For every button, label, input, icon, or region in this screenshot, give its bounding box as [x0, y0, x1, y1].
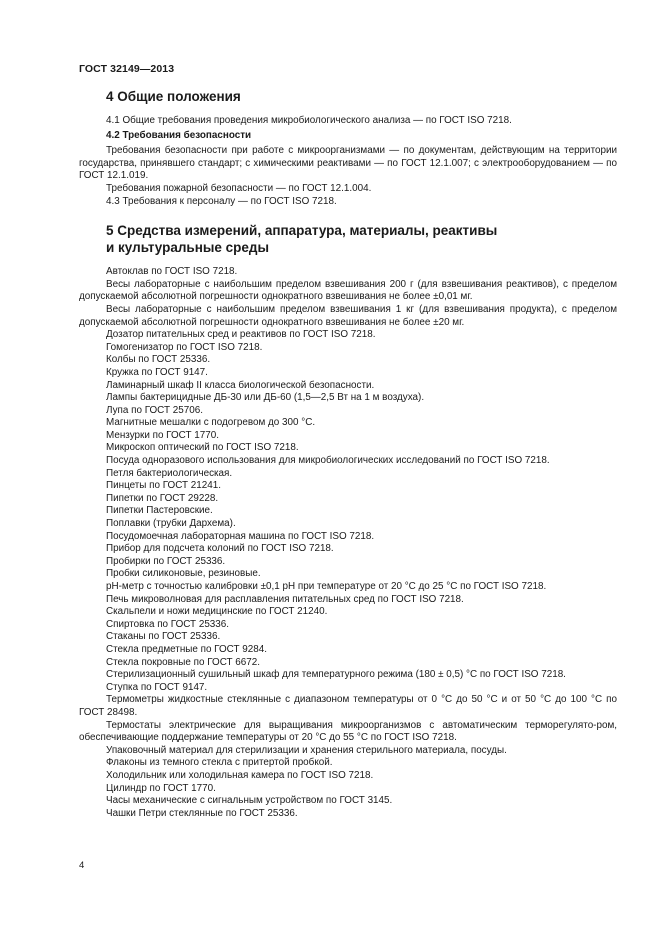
paragraph-4-2-text: Требования безопасности при работе с микроорганизмами — по документам, действующим на территории государства, принявшего стандарт; с химическими реактивами — по ГОСТ 12.1.007; с электрооборудованием — по ГОСТ 12.1.019.: [79, 145, 617, 182]
list-item: Посуда одноразового использования для микробиологических исследований по ГОСТ ISO 7218.: [106, 455, 550, 467]
section-5-title-line1: 5 Средства измерений, аппаратура, материалы, реактивы: [106, 223, 498, 239]
list-item: Мензурки по ГОСТ 1770.: [106, 429, 219, 441]
list-item: Лупа по ГОСТ 25706.: [106, 404, 203, 416]
paragraph-4-1: 4.1 Общие требования проведения микробиологического анализа — по ГОСТ ISO 7218.: [106, 115, 512, 126]
list-item: Прибор для подсчета колоний по ГОСТ ISO 7218.: [106, 543, 334, 555]
list-item: Чашки Петри стеклянные по ГОСТ 25336.: [106, 807, 298, 819]
scales-200g-item: Весы лабораторные с наибольшим пределом взвешивания 200 г (для взвешивания реактивов), с пределом допускаемой абсолютной погрешности однократного взвешивания не более ±0,01 мг.: [79, 278, 617, 303]
list-item: Кружка по ГОСТ 9147.: [106, 366, 208, 378]
list-item: рН-метр с точностью калибровки ±0,1 рН при температуре от 20 °С до 25 °С по ГОСТ ISO 7218.: [106, 581, 547, 592]
thermostats-item: Термостаты электрические для выращивания микроорганизмов с автоматическим терморегулято-ром, обеспечивающие поддержание температуры от 20 °С до 55 °С по ГОСТ ISO 7218.: [79, 719, 617, 744]
list-item: Стерилизационный сушильный шкаф для температурного режима (180 ± 0,5) °С по ГОСТ ISO 7218.: [106, 669, 566, 681]
equipment-list-b: [79, 745, 617, 821]
list-item: Упаковочный материал для стерилизации и хранения стерильного материала, посуды.: [106, 744, 507, 756]
page-number: 4: [79, 860, 85, 871]
list-item: Пробирки по ГОСТ 25336.: [106, 555, 226, 567]
list-item: Флаконы из темного стекла с притертой пробкой.: [106, 757, 333, 769]
list-item: Микроскоп оптический по ГОСТ ISO 7218.: [106, 442, 299, 454]
list-item: Пипетки Пастеровские.: [106, 505, 213, 517]
list-item: Ламинарный шкаф II класса биологической безопасности.: [106, 379, 375, 391]
list-item: Колбы по ГОСТ 25336.: [106, 354, 211, 366]
list-item: Скальпели и ножи медицинские по ГОСТ 21240.: [106, 606, 328, 618]
equipment-list-a: [79, 329, 617, 694]
section-4-title: 4 Общие положения: [106, 89, 241, 104]
list-item: Стаканы по ГОСТ 25336.: [106, 631, 221, 643]
list-item: Пипетки по ГОСТ 29228.: [106, 492, 219, 504]
list-item: Лампы бактерицидные ДБ-30 или ДБ-60 (1,5—2,5 Вт на 1 м воздуха).: [106, 392, 425, 404]
list-item: Цилиндр по ГОСТ 1770.: [106, 782, 216, 794]
list-item: Гомогенизатор по ГОСТ ISO 7218.: [106, 341, 263, 353]
list-item: Стекла покровные по ГОСТ 6672.: [106, 656, 260, 668]
list-item: Спиртовка по ГОСТ 25336.: [106, 618, 230, 630]
list-item: Печь микроволновая для расплавления питательных сред по ГОСТ ISO 7218.: [106, 593, 464, 605]
autoclave-item: Автоклав по ГОСТ ISO 7218.: [106, 266, 238, 278]
list-item: Холодильник или холодильная камера по ГОСТ ISO 7218.: [106, 769, 374, 781]
list-item: Магнитные мешалки с подогревом до 300 °С.: [106, 417, 316, 429]
section-5-title-line2: и культуральные среды: [106, 240, 270, 256]
list-item: Посудомоечная лабораторная машина по ГОСТ ISO 7218.: [106, 530, 375, 542]
thermometers-item: Термометры жидкостные стеклянные с диапазоном температуры от 0 °С до 50 °С и от 50 °С до 100 °С по ГОСТ 28498.: [79, 694, 617, 718]
list-item: Пинцеты по ГОСТ 21241.: [106, 480, 221, 492]
list-item: Пробки силиконовые, резиновые.: [106, 568, 261, 580]
document-header: ГОСТ 32149—2013: [79, 63, 175, 75]
list-item: Поплавки (трубки Дархема).: [106, 518, 236, 530]
paragraph-4-2-title: 4.2 Требования безопасности: [106, 129, 252, 141]
list-item: Часы механические с сигнальным устройством по ГОСТ 3145.: [106, 795, 393, 807]
paragraph-4-2-fire: Требования пожарной безопасности — по ГОСТ 12.1.004.: [106, 182, 372, 194]
list-item: Петля бактериологическая.: [106, 467, 233, 479]
list-item: Ступка по ГОСТ 9147.: [106, 681, 208, 693]
paragraph-4-3: 4.3 Требования к персоналу — по ГОСТ ISO 7218.: [106, 195, 337, 207]
document-body: [79, 88, 617, 820]
list-item: Стекла предметные по ГОСТ 9284.: [106, 643, 267, 655]
list-item: Дозатор питательных сред и реактивов по ГОСТ ISO 7218.: [106, 329, 376, 341]
scales-1kg-item: Весы лабораторные с наибольшим пределом взвешивания 1 кг (для взвешивания продукта), с пределом допускаемой абсолютной погрешности однократного взвешивания не более ±20 мг.: [79, 303, 617, 328]
